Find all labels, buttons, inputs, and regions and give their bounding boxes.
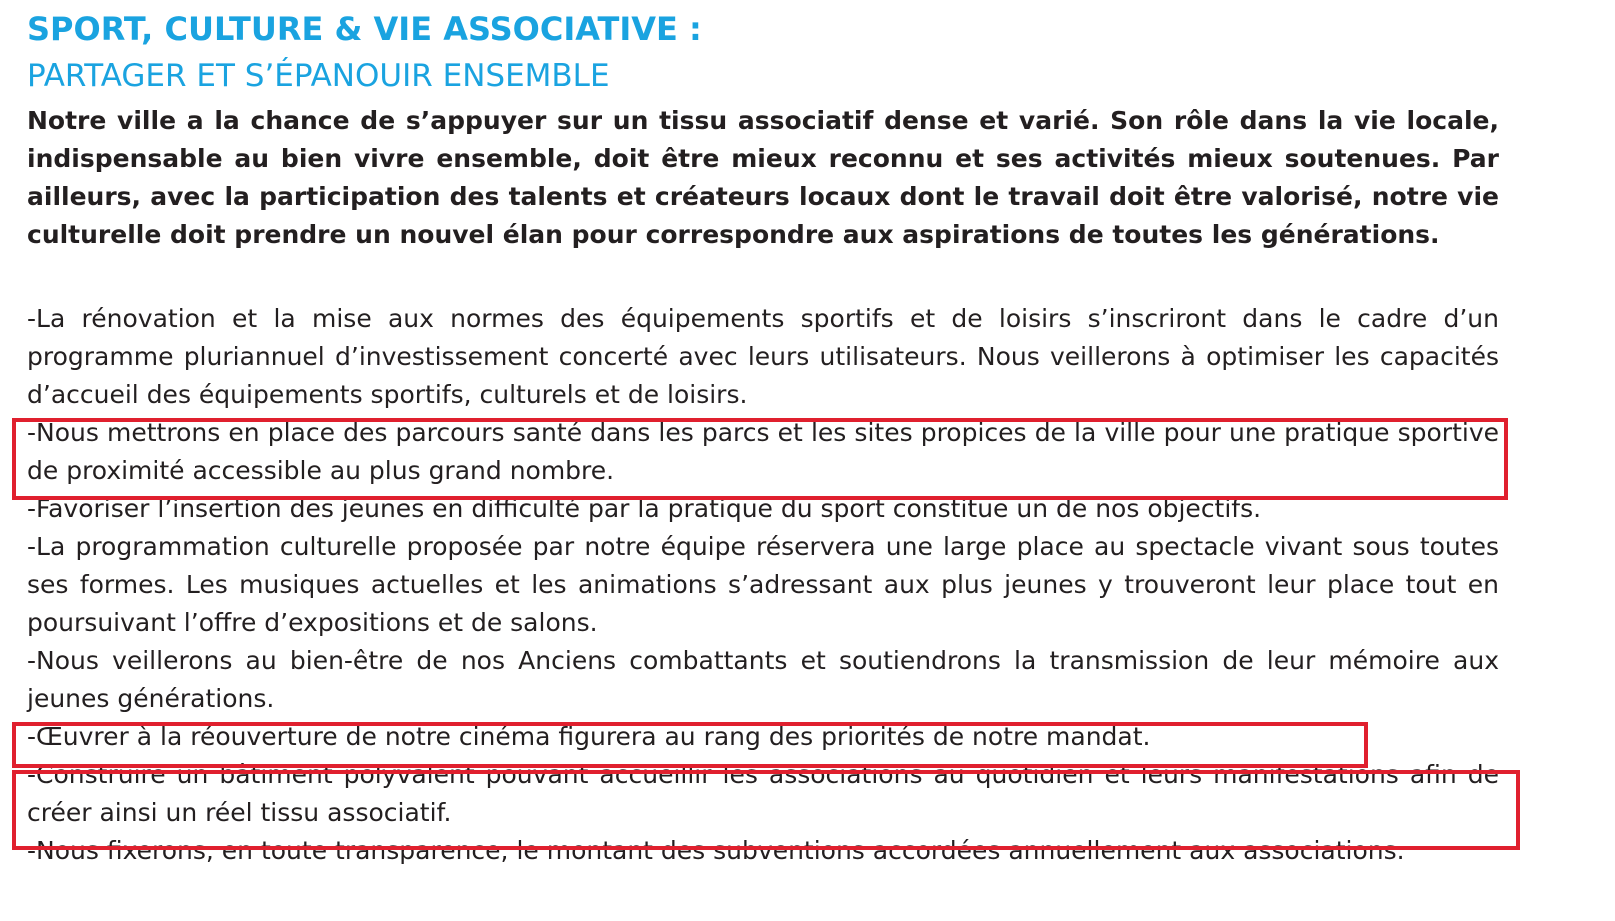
list-item: -Construire un bâtiment polyvalent pouvant accueillir les associations au quotidien et leurs manifestations afin de créer ainsi un réel tissu associatif. [27, 760, 1499, 827]
list-item: -Œuvrer à la réouverture de notre cinéma figurera au rang des priorités de notre mandat. [27, 722, 1151, 751]
list-item: -Nous fixerons, en toute transparence, le montant des subventions accordées annuellement aux associations. [27, 836, 1405, 865]
section-title: SPORT, CULTURE & VIE ASSOCIATIVE : [27, 10, 702, 48]
section-subtitle: PARTAGER ET S’ÉPANOUIR ENSEMBLE [27, 58, 610, 94]
list-item: -La rénovation et la mise aux normes des équipements sportifs et de loisirs s’inscriront dans le cadre d’un programme pluriannuel d’investissement concerté avec leurs utilisateurs. Nous veillerons à optimiser les capacités d’accueil des équipements sportifs, culturels et de loisirs. [27, 304, 1499, 409]
list-item: -Nous veillerons au bien-être de nos Anciens combattants et soutiendrons la transmission de leur mémoire aux jeunes générations. [27, 646, 1499, 713]
commitments-list [27, 300, 1499, 870]
list-item: -Favoriser l’insertion des jeunes en difficulté par la pratique du sport constitue un de nos objectifs. [27, 494, 1262, 523]
list-item: -Nous mettrons en place des parcours santé dans les parcs et les sites propices de la ville pour une pratique sportive de proximité accessible au plus grand nombre. [27, 418, 1499, 485]
list-item: -La programmation culturelle proposée par notre équipe réservera une large place au spectacle vivant sous toutes ses formes. Les musiques actuelles et les animations s’adressant aux plus jeunes y trouveront leur place tout en poursuivant l’offre d’expositions et de salons. [27, 532, 1499, 637]
intro-paragraph: Notre ville a la chance de s’appuyer sur un tissu associatif dense et varié. Son rôle dans la vie locale, indispensable au bien vivre ensemble, doit être mieux reconnu et ses activités mieux soutenues. Par ailleurs, avec la participation des talents et créateurs locaux dont le travail doit être valorisé, notre vie culturelle doit prendre un nouvel élan pour correspondre aux aspirations de toutes les générations. [27, 106, 1499, 249]
